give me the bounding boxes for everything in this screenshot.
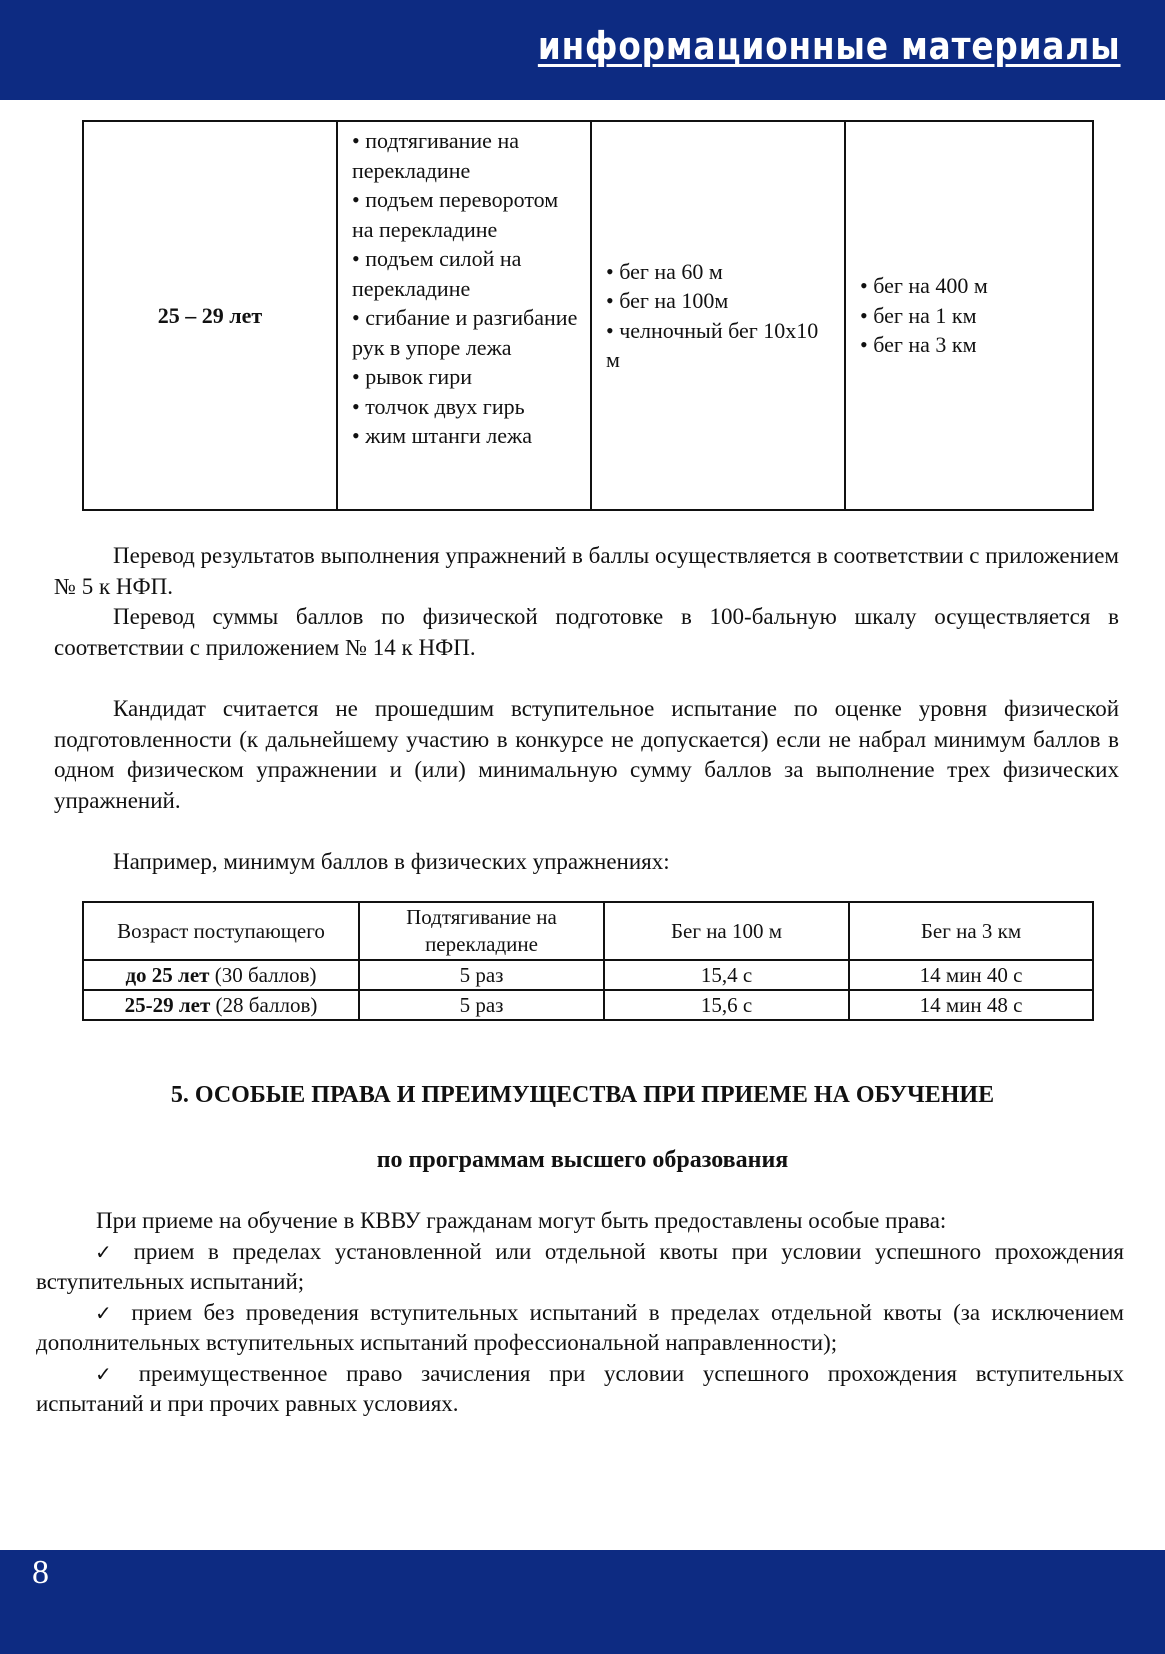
endurance-exercises-cell [845,121,1093,510]
list-item: • бег на 100м [606,288,729,313]
list-item: • подъем переворотом на перекладине [352,187,559,242]
list-item [36,1237,1124,1298]
list-item: • жим штанги лежа [352,423,532,448]
list-item: • бег на 3 км [860,332,977,358]
list-intro: При приеме на обучение в КВВУ гражданам могут быть предоставлены особые права: [96,1208,947,1233]
pullups-cell: 5 раз [359,960,604,990]
points-label: (28 баллов) [210,992,318,1017]
run100-cell: 15,6 с [604,990,849,1020]
list-item-text: преимущественное право зачисления при условии успешного прохождения вступительных испытаний и при прочих равных условиях. [36,1360,1124,1416]
paragraph-example: Например, минимум баллов в физических упражнениях: [113,849,670,874]
run100-cell: 15,4 с [604,960,849,990]
list-item: • бег на 400 м [860,273,988,299]
paragraph-scoring: Перевод результатов выполнения упражнений в баллы осуществляется в соответствии с приложением № 5 к НФП. [54,543,1119,599]
list-item-text: прием в пределах установленной или отдельной квоты при условии успешного прохождения вступительных испытаний; [36,1238,1124,1294]
minimum-scores-table [82,901,1094,1021]
list-item: • бег на 1 км [860,302,977,328]
age-cell: 25 – 29 лет [83,121,337,510]
list-item: • толчок двух гирь [352,393,525,419]
list-item: • сгибание и разгибание рук в упоре лежа [352,305,578,360]
age-cell [83,990,359,1020]
column-header: Бег на 3 км [849,902,1093,960]
age-label: 25-29 лет [124,992,211,1017]
run3k-cell: 14 мин 48 с [849,990,1093,1020]
special-rights-list [36,1206,1124,1420]
list-item: • бег на 60 м [606,258,723,284]
footer-bar [0,1550,1165,1654]
list-item: • челночный бег 10х10 м [606,317,819,372]
table-header-row [83,902,1093,960]
list-item: • подъем силой на перекладине [352,246,522,301]
list-item: • подтягивание на перекладине [352,128,519,183]
list-item: • рывок гири [352,364,472,389]
checkmark-icon: ✓ [95,1361,125,1386]
table-row [83,960,1093,990]
paragraph-failure: Кандидат считается не прошедшим вступительное испытание по оценке уровня физической подготовленности (к дальнейшему участию в конкурсе не допускается) если не набрал минимум баллов в одном физическом упражнении и (или) минимальную сумму баллов за выполнение трех физических упражнений. [54,696,1119,813]
points-label: (30 баллов) [209,962,317,987]
strength-exercises-cell [337,121,591,510]
speed-exercises-cell [591,121,845,510]
column-header: Возраст поступающего [83,902,359,960]
column-header: Подтягивание на перекладине [359,902,604,960]
section-subheading: по программам высшего образования [376,1147,789,1173]
exercises-table [82,120,1094,511]
column-header: Бег на 100 м [604,902,849,960]
age-cell [83,960,359,990]
page-number: 8 [32,1554,49,1591]
table-row [83,990,1093,1020]
run3k-cell: 14 мин 40 с [849,960,1093,990]
list-item [36,1298,1124,1359]
table-row [83,121,1093,510]
section-heading: 5. ОСОБЫЕ ПРАВА И ПРЕИМУЩЕСТВА ПРИ ПРИЕМЕ НА ОБУЧЕНИЕ [170,1082,995,1108]
list-item [36,1359,1124,1420]
list-item-text: прием без проведения вступительных испытаний в пределах отдельной квоты (за исключением дополнительных вступительных испытаний профессиональной направленности); [36,1299,1124,1355]
pullups-cell: 5 раз [359,990,604,1020]
age-label: до 25 лет [125,962,210,987]
header-title: информационные материалы [538,24,1121,68]
checkmark-icon: ✓ [95,1300,118,1325]
paragraph-scale: Перевод суммы баллов по физической подготовке в 100-бальную шкалу осуществляется в соответствии с приложением № 14 к НФП. [54,604,1119,660]
checkmark-icon: ✓ [95,1239,120,1264]
